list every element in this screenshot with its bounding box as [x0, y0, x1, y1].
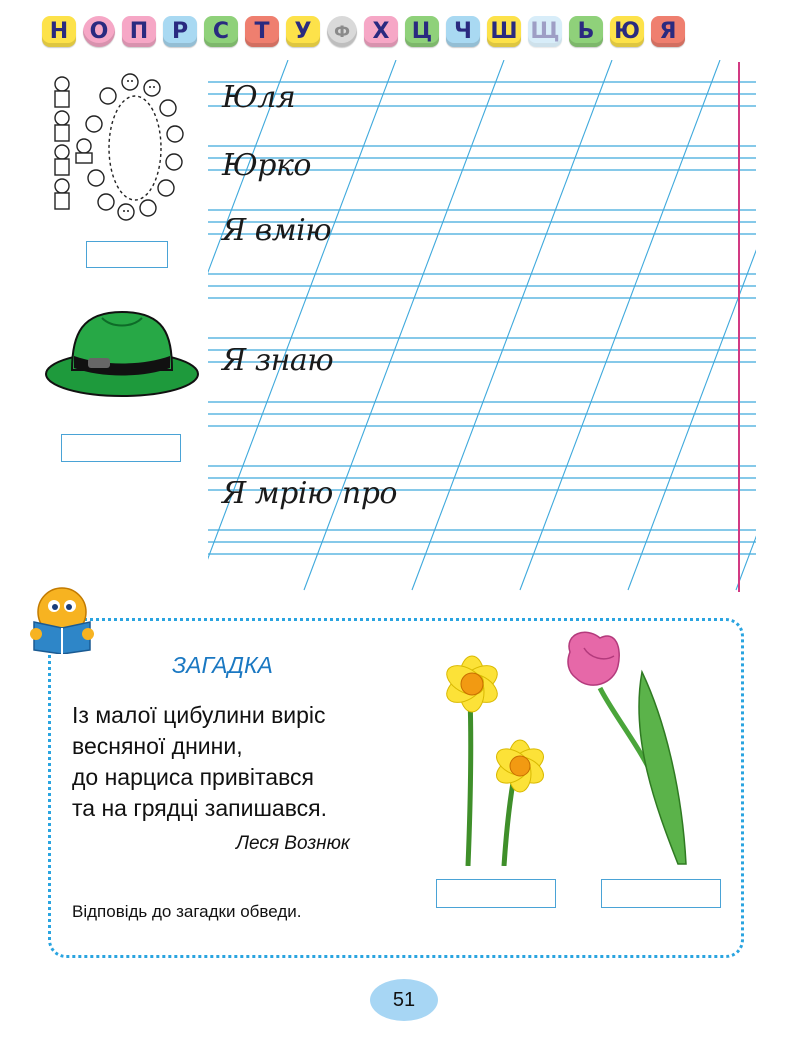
- slant-line: [628, 60, 756, 590]
- word-yurko: Юрко: [222, 148, 311, 183]
- reading-smiley-icon: [26, 584, 98, 654]
- alphabet-tile: Н: [42, 16, 76, 47]
- alphabet-tile: О: [83, 16, 115, 47]
- alphabet-tile: Ф: [327, 16, 357, 47]
- alphabet-tile: Ч: [446, 16, 480, 47]
- writing-lines: [208, 60, 756, 600]
- word-ya-vmiyu: Я вмію: [222, 213, 332, 248]
- slant-line: [412, 60, 612, 590]
- alphabet-tile: Т: [245, 16, 279, 47]
- alphabet-tile: Ь: [569, 16, 603, 47]
- alphabet-tile: Ц: [405, 16, 439, 47]
- letter-yu-kids-icon: [40, 66, 190, 226]
- alphabet-tile: У: [286, 16, 320, 47]
- riddle-title: ЗАГАДКА: [172, 652, 273, 678]
- answer-box-daffodil[interactable]: [436, 879, 556, 908]
- riddle-line-4: та на грядці запишався.: [72, 795, 327, 821]
- instruction-text: Відповідь до загадки обведи.: [72, 902, 302, 921]
- margin-line: [738, 62, 740, 592]
- answer-box-hat[interactable]: [61, 434, 181, 462]
- alphabet-tile: Р: [163, 16, 197, 47]
- riddle-author: Леся Вознюк: [236, 833, 350, 854]
- riddle-line-2: весняної днини,: [72, 733, 243, 759]
- riddle-line-1: Із малої цибулини виріс: [72, 702, 326, 728]
- riddle-line-3: до нарциса привітався: [72, 764, 314, 790]
- alphabet-tile: Ш: [487, 16, 521, 47]
- alphabet-strip: [42, 16, 685, 47]
- tulip-icon: [560, 628, 710, 868]
- alphabet-tile: П: [122, 16, 156, 47]
- answer-box-letter[interactable]: [86, 241, 168, 268]
- green-hat-icon: [42, 304, 202, 400]
- alphabet-tile: Щ: [528, 16, 562, 47]
- alphabet-tile: С: [204, 16, 238, 47]
- slant-line: [520, 60, 720, 590]
- word-yulia: Юля: [222, 80, 296, 115]
- alphabet-tile: Я: [651, 16, 685, 47]
- alphabet-tile: Х: [364, 16, 398, 47]
- daffodil-icon: [440, 636, 580, 866]
- word-ya-znayu: Я знаю: [222, 343, 334, 378]
- alphabet-tile: Ю: [610, 16, 644, 47]
- word-ya-mriyu-pro: Я мрію про: [222, 476, 397, 511]
- answer-box-tulip[interactable]: [601, 879, 721, 908]
- page-number: 51: [370, 979, 438, 1021]
